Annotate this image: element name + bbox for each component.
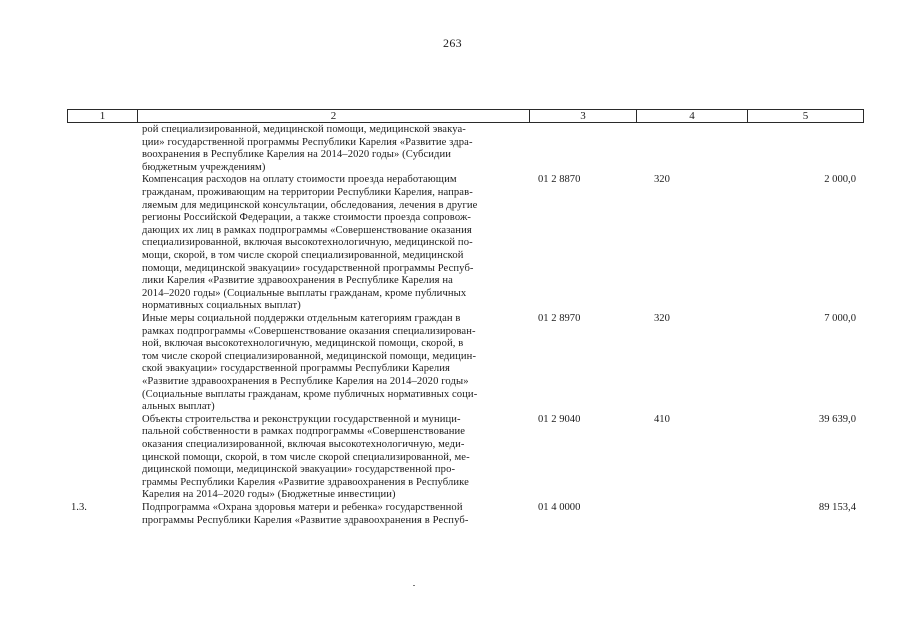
row-code: 01 2 9040	[538, 413, 581, 425]
description-line: ской эвакуации» государственной программы Республики Карелия	[142, 363, 451, 375]
row-number: 1.3.	[71, 502, 87, 513]
row-description	[142, 313, 517, 414]
scan-speck	[413, 585, 415, 586]
description-line: «Развитие здравоохранения в Республике Карелия на 2014–2020 годы»	[142, 375, 469, 387]
description-line: мощи, скорой, в том числе скорой специализированной, медицинской	[142, 249, 464, 261]
description-line: гражданам, проживающим на территории Республики Карелия, направ-	[142, 186, 473, 198]
row-expense-type: 320	[654, 313, 670, 324]
header-col-3: 3	[529, 110, 636, 122]
row-expense-type: 410	[654, 413, 670, 425]
description-line: ляемым для медицинской консультации, обследования, лечения в другие	[142, 199, 478, 211]
row-amount: 2 000,0	[824, 174, 856, 186]
description-line: альных выплат)	[142, 401, 215, 413]
row-code: 01 2 8870	[538, 174, 581, 186]
description-line: ной, включая высокотехнологичную, медицинской помощи, скорой, в	[142, 338, 464, 350]
row-description	[142, 174, 517, 313]
description-line: рамках подпрограммы «Совершенствование оказания специализирован-	[142, 325, 476, 337]
description-line: дицинской помощи, медицинской эвакуации» государственной про-	[142, 464, 456, 476]
description-line: оказания специализированной, включая высокотехнологичную, меди-	[142, 438, 465, 450]
description-line: бюджетным учреждениям)	[142, 161, 266, 173]
description-line: специализированной, включая высокотехнологичную, медицинской по-	[142, 237, 473, 249]
description-line: нормативных социальных выплат)	[142, 300, 301, 312]
description-line: Иные меры социальной поддержки отдельным категориям граждан в	[142, 313, 461, 324]
row-amount: 89 153,4	[818, 502, 856, 513]
row-code: 01 2 8970	[538, 313, 581, 324]
header-col-4: 4	[636, 110, 747, 122]
row-expense-type: 320	[654, 174, 670, 186]
row-description	[142, 502, 517, 527]
description-line: Подпрограмма «Охрана здоровья матери и ребенка» государственной	[142, 502, 463, 513]
description-line: рой специализированной, медицинской помощи, медицинской эвакуа-	[142, 124, 466, 135]
description-line: Объекты строительства и реконструкции государственной и муници-	[142, 413, 461, 425]
row-description	[142, 124, 517, 174]
description-line: Компенсация расходов на оплату стоимости проезда неработающим	[142, 174, 457, 186]
page-number: 263	[443, 36, 462, 50]
description-line: 2014–2020 годы» (Социальные выплаты гражданам, кроме публичных	[142, 287, 467, 299]
row-description	[142, 414, 517, 502]
description-line: граммы Республики Карелия «Развитие здравоохранения в Республике	[142, 476, 469, 488]
row-amount: 7 000,0	[824, 313, 856, 324]
header-col-5: 5	[747, 110, 863, 122]
header-col-2: 2	[137, 110, 529, 122]
description-line: регионы Российской Федерации, а также стоимости проезда сопровож-	[142, 212, 472, 224]
description-line: лики Карелия «Развитие здравоохранения в Республике Карелия на	[142, 275, 453, 287]
table-header	[67, 109, 864, 123]
description-line: ции» государственной программы Республики Карелия «Развитие здра-	[142, 136, 473, 148]
description-line: помощи, медицинской эвакуации» государственной программы Респуб-	[142, 262, 474, 274]
description-line: пальной собственности в рамках подпрограммы «Совершенствование	[142, 426, 466, 438]
description-line: (Социальные выплаты гражданам, кроме публичных нормативных соци-	[142, 388, 478, 400]
description-line: воохранения в Республике Карелия на 2014–2020 годы» (Субсидии	[142, 149, 452, 161]
description-line: дающих их лиц в рамках подпрограммы «Совершенствование оказания	[142, 224, 472, 236]
description-line: программы Республики Карелия «Развитие здравоохранения в Респуб-	[142, 514, 469, 526]
description-line: том числе скорой специализированной, медицинской помощи, медицин-	[142, 350, 477, 362]
row-amount: 39 639,0	[818, 413, 856, 425]
header-col-1: 1	[99, 110, 106, 122]
row-code: 01 4 0000	[538, 502, 581, 513]
description-line: цинской помощи, скорой, в том числе скорой специализированной, ме-	[142, 451, 470, 463]
description-line: Карелия на 2014–2020 годы» (Бюджетные инвестиции)	[142, 489, 396, 501]
